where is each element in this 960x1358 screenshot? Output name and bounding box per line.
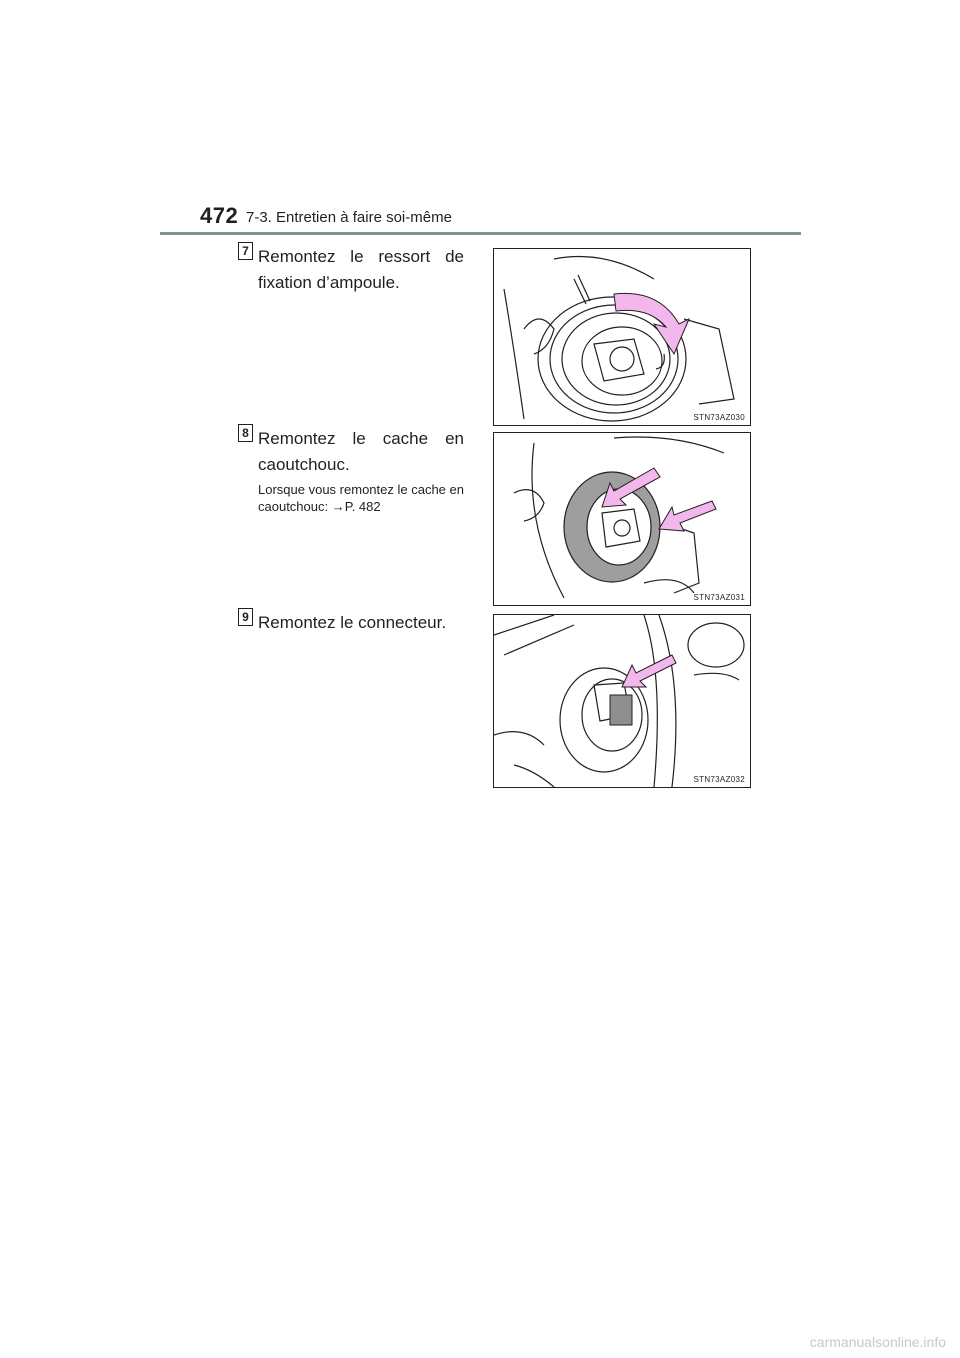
step-instruction: Remontez le cache en caoutchouc. <box>258 429 464 474</box>
arrow-icon <box>622 655 676 687</box>
footer-watermark: carmanualsonline.info <box>809 1334 946 1350</box>
step-number-badge: 8 <box>238 424 253 442</box>
header-rule <box>160 232 801 235</box>
figure-code: STN73AZ031 <box>693 593 745 602</box>
page-number: 472 <box>200 203 239 228</box>
step-number-badge: 9 <box>238 608 253 626</box>
figure-code: STN73AZ030 <box>693 413 745 422</box>
figure-bulb-spring <box>493 248 751 426</box>
arrow-icon <box>659 501 716 531</box>
step-number-badge: 7 <box>238 242 253 260</box>
step-instruction: Remontez le connecteur. <box>258 613 447 632</box>
bulb-spring-illustration <box>494 249 750 425</box>
figure-code: STN73AZ032 <box>693 775 745 784</box>
rubber-cover-illustration <box>494 433 750 605</box>
figure-connector <box>493 614 751 788</box>
connector-illustration <box>494 615 750 787</box>
figure-rubber-cover <box>493 432 751 606</box>
step-note: Lorsque vous remontez le cache en caoutchouc: →P. 482 <box>258 482 464 514</box>
step-instruction: Remontez le ressort de fixation d’ampoule. <box>258 247 464 292</box>
section-title: 7-3. Entretien à faire soi-même <box>246 209 452 226</box>
